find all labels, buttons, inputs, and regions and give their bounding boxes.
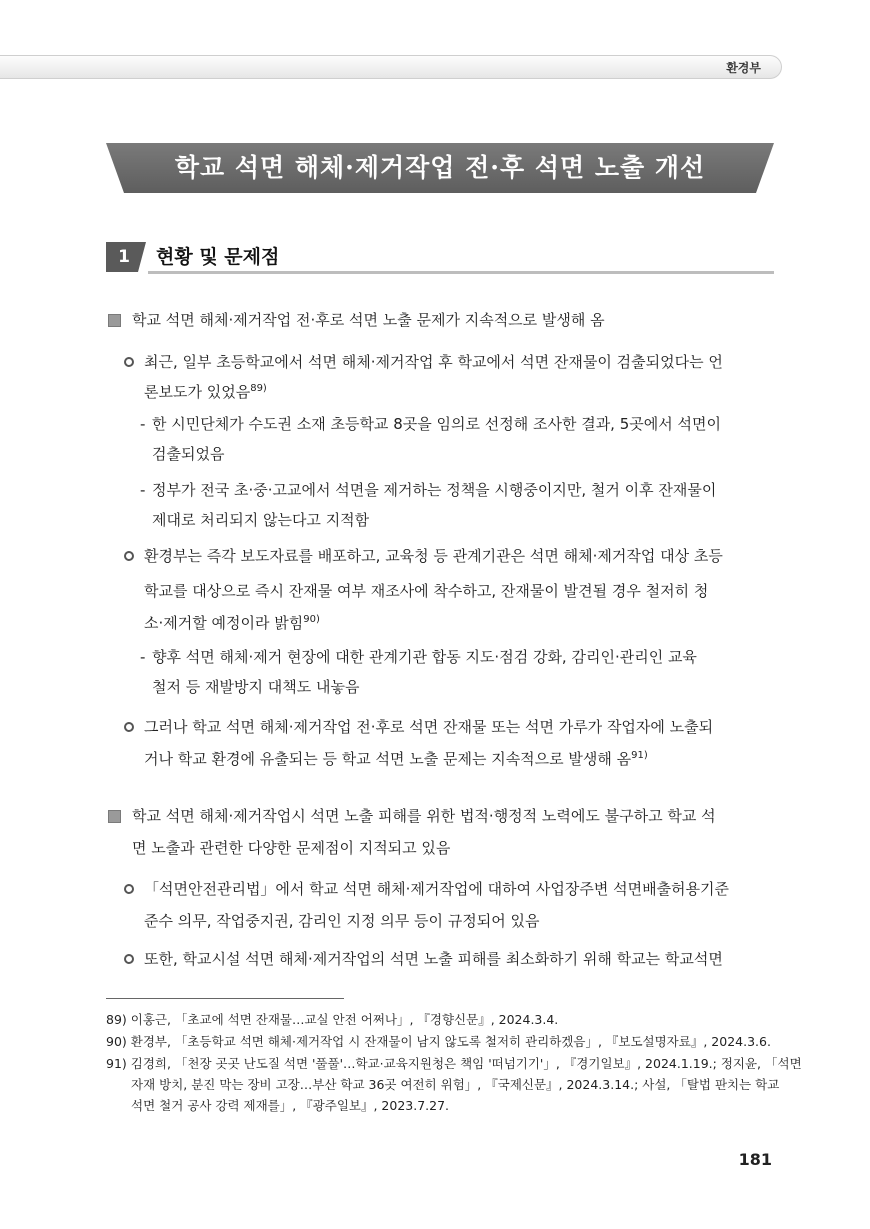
title-banner bbox=[106, 143, 774, 193]
sub-bullet-2-line-1: 환경부는 즉각 보도자료를 배포하고, 교육청 등 관계기관은 석면 해체·제거작업 대상 초등 bbox=[144, 547, 723, 565]
sub-bullet-4-line-2: 준수 의무, 작업중지권, 감리인 지정 의무 등이 규정되어 있음 bbox=[144, 912, 540, 930]
section-number: 1 bbox=[118, 247, 130, 267]
bullet-2-line-1: 학교 석면 해체·제거작업시 석면 노출 피해를 위한 법적·행정적 노력에도 불구하고 학교 석 bbox=[132, 807, 716, 825]
sub-bullet-2-line-2: 학교를 대상으로 즉시 잔재물 여부 재조사에 착수하고, 잔재물이 발견될 경우 철저히 청 bbox=[144, 582, 709, 600]
dash-2-line-2: 제대로 처리되지 않는다고 지적함 bbox=[152, 511, 370, 529]
footnote-divider bbox=[106, 998, 344, 999]
sub-bullet-1-line-2 bbox=[144, 377, 267, 407]
dash-bullet: - bbox=[140, 648, 146, 666]
sub-bullet-3-line-2 bbox=[144, 744, 648, 774]
sub-bullet-5-line-1: 또한, 학교시설 석면 해체·제거작업의 석면 노출 피해를 최소화하기 위해 학교는 학교석면 bbox=[144, 950, 723, 968]
footnote-91-line-3: 석면 철거 공사 강력 제재를」, 『광주일보』, 2023.7.27. bbox=[131, 1098, 450, 1113]
dash-3-line-2: 철저 등 재발방지 대책도 내놓음 bbox=[152, 678, 360, 696]
footnote-91-line-2: 자재 방치, 분진 막는 장비 고장…부산 학교 36곳 여전히 위험」, 『국제신문』, 2024.3.14.; 사설, 「탈법 판치는 학교 bbox=[131, 1077, 780, 1092]
document-title: 학교 석면 해체·제거작업 전·후 석면 노출 개선 bbox=[174, 153, 706, 182]
dash-3-line-1: 향후 석면 해체·제거 현장에 대한 관계기관 합동 지도·점검 강화, 감리인·관리인 교육 bbox=[152, 648, 697, 666]
dash-2-line-1: 정부가 전국 초·중·고교에서 석면을 제거하는 정책을 시행중이지만, 철거 이후 잔재물이 bbox=[152, 481, 717, 499]
dash-1-line-1: 한 시민단체가 수도권 소재 초등학교 8곳을 임의로 선정해 조사한 결과, 5곳에서 석면이 bbox=[152, 415, 721, 433]
sub-bullet-4-line-1: 「석면안전관리법」에서 학교 석면 해체·제거작업에 대하여 사업장주변 석면배출허용기준 bbox=[144, 880, 730, 898]
bullet-1-text: 학교 석면 해체·제거작업 전·후로 석면 노출 문제가 지속적으로 발생해 옴 bbox=[132, 311, 605, 329]
circle-bullet-icon bbox=[124, 722, 134, 732]
section-underline bbox=[148, 271, 774, 274]
sub-bullet-1-text: 론보도가 있었음 bbox=[144, 383, 251, 401]
sub-bullet-3-text: 거나 학교 환경에 유출되는 등 학교 석면 노출 문제는 지속적으로 발생해 옴 bbox=[144, 750, 632, 768]
running-header-tab bbox=[0, 55, 782, 79]
footnote-ref-91: 91) bbox=[631, 750, 648, 761]
sub-bullet-2-line-3 bbox=[144, 608, 320, 638]
circle-bullet-icon bbox=[124, 357, 134, 367]
circle-bullet-icon bbox=[124, 884, 134, 894]
footnote-89: 89) 이홍근, 「초교에 석면 잔재물…교실 안전 어쩌나」, 『경향신문』, 2024.3.4. bbox=[106, 1012, 559, 1027]
running-header-label: 환경부 bbox=[726, 61, 761, 75]
sub-bullet-2-text: 소·제거할 예정이라 밝힘 bbox=[144, 614, 304, 632]
bullet-2-line-2: 면 노출과 관련한 다양한 문제점이 지적되고 있음 bbox=[132, 839, 451, 857]
square-bullet-icon bbox=[108, 314, 121, 327]
section-title: 현황 및 문제점 bbox=[156, 246, 280, 268]
sub-bullet-3-line-1: 그러나 학교 석면 해체·제거작업 전·후로 석면 잔재물 또는 석면 가루가 작업자에 노출되 bbox=[144, 718, 714, 736]
footnote-ref-89: 89) bbox=[250, 383, 267, 394]
footnote-91-line-1: 91) 김경희, 「천장 곳곳 난도질 석면 '풀풀'…학교·교육지원청은 책임 '떠넘기기'」, 『경기일보』, 2024.1.19.; 정지윤, 「석면 bbox=[106, 1056, 802, 1071]
square-bullet-icon bbox=[108, 810, 121, 823]
dash-1-line-2: 검출되었음 bbox=[152, 445, 225, 463]
section-heading bbox=[106, 240, 774, 274]
circle-bullet-icon bbox=[124, 551, 134, 561]
footnote-90: 90) 환경부, 「초등학교 석면 해체·제거작업 시 잔재물이 남지 않도록 철저히 관리하겠음」, 『보도설명자료』, 2024.3.6. bbox=[106, 1034, 771, 1049]
page-number: 181 bbox=[738, 1150, 772, 1169]
dash-bullet: - bbox=[140, 415, 146, 433]
sub-bullet-1-line-1: 최근, 일부 초등학교에서 석면 해체·제거작업 후 학교에서 석면 잔재물이 검출되었다는 언 bbox=[144, 353, 723, 371]
footnote-ref-90: 90) bbox=[303, 614, 320, 625]
circle-bullet-icon bbox=[124, 954, 134, 964]
dash-bullet: - bbox=[140, 481, 146, 499]
